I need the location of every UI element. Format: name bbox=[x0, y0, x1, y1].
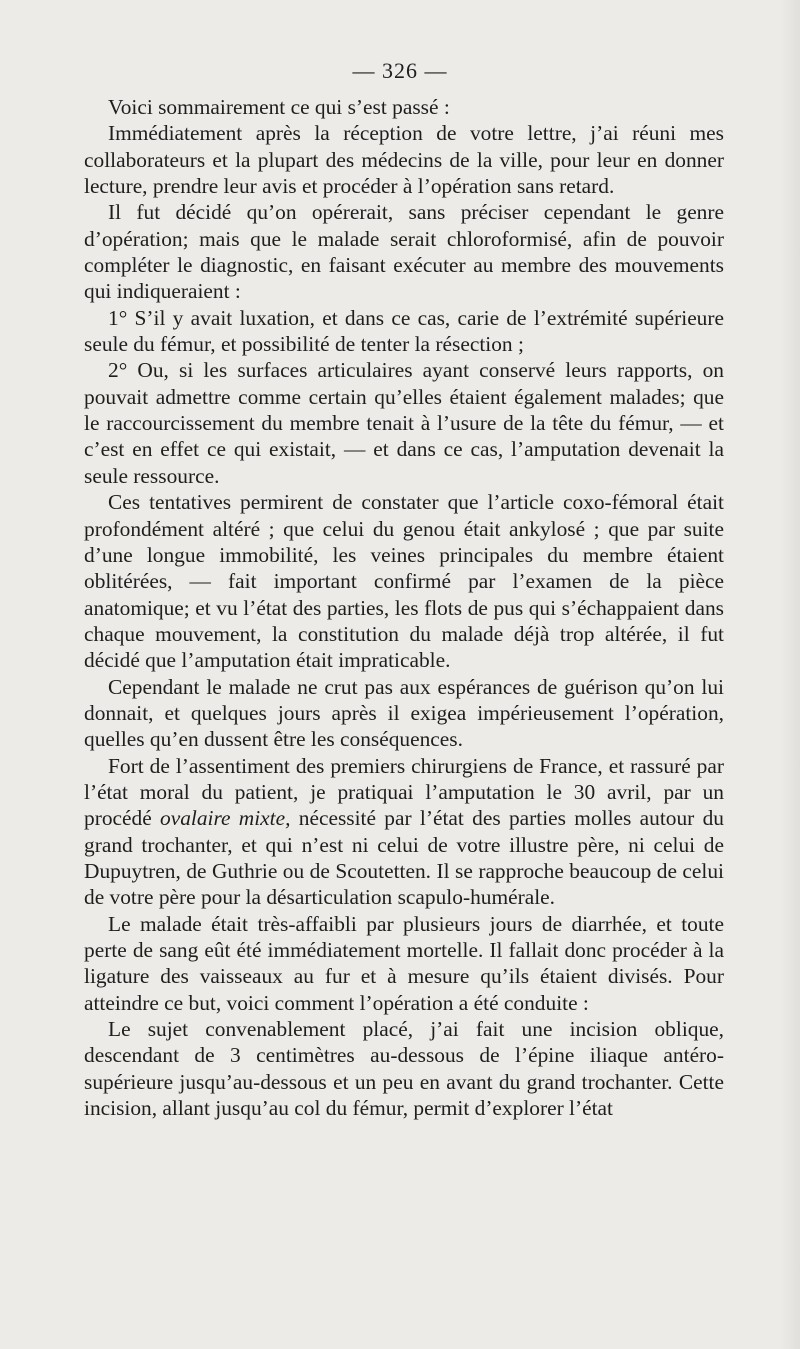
page-edge-shadow bbox=[780, 0, 800, 1349]
paragraph-text-end: nécessité par l’état des parties molles autour du grand trochanter, et qui n’est ni celui de votre illustre père, ni celui de Dupuytren, de Guthrie ou de Scoutetten. Il se rapproche beaucoup de celui de votre père pour la désarticulation scapulo-humérale. bbox=[84, 806, 724, 910]
page-number: — 326 — bbox=[352, 58, 448, 83]
body-text bbox=[84, 94, 724, 1121]
paragraph: Le sujet convenablement placé, j’ai fait une incision oblique, descendant de 3 centimètres au-dessous de l’épine iliaque antéro-supérieure jusqu’au-dessous et un peu en avant du grand trochanter. Cette incision, allant jusqu’au col du fémur, permit d’explorer l’état bbox=[84, 1017, 724, 1121]
paragraph: Ces tentatives permirent de constater que l’article coxo-fémoral était profondément altéré ; que celui du genou était ankylosé ; que par suite d’une longue immobilité, les veines principales du membre étaient oblitérées, — fait important confirmé par l’examen de la pièce anatomique; et vu l’état des parties, les flots de pus qui s’échappaient dans chaque mouvement, la constitution du malade déjà trop altérée, il fut décidé que l’amputation était impraticable. bbox=[84, 490, 724, 673]
italic-procedure-name: ovalaire mixte, bbox=[160, 806, 291, 831]
paragraph: Il fut décidé qu’on opérerait, sans préciser cependant le genre d’opération; mais que le malade serait chloroformisé, afin de pouvoir compléter le diagnostic, en faisant exécuter au membre des mouvements qui indiqueraient : bbox=[84, 200, 724, 304]
paragraph: 2° Ou, si les surfaces articulaires ayant conservé leurs rapports, on pouvait admettre comme certain qu’elles étaient également malades; que le raccourcissement du membre tenait à l’usure de la tête du fémur, — et c’est en effet ce qui existait, — et dans ce cas, l’amputation devenait la seule ressource. bbox=[84, 358, 724, 488]
paragraph: Le malade était très-affaibli par plusieurs jours de diarrhée, et toute perte de sang eût été immédiatement mortelle. Il fallait donc procéder à la ligature des vaisseaux au fur et à mesure qu’ils étaient divisés. Pour atteindre ce but, voici comment l’opération a été conduite : bbox=[84, 911, 724, 1015]
paragraph: Voici sommairement ce qui s’est passé : bbox=[108, 95, 450, 119]
paragraph: 1° S’il y avait luxation, et dans ce cas, carie de l’extrémité supérieure seule du fémur, et possibilité de tenter la résection ; bbox=[84, 305, 724, 357]
paragraph: Cependant le malade ne crut pas aux espérances de guérison qu’on lui donnait, et quelques jours après il exigea impérieusement l’opération, quelles qu’en dussent être les conséquences. bbox=[84, 674, 724, 752]
paragraph: Immédiatement après la réception de votre lettre, j’ai réuni mes collaborateurs et la plupart des médecins de la ville, pour leur en donner lecture, prendre leur avis et procéder à l’opération sans retard. bbox=[84, 121, 724, 199]
paragraph-text-start: Fort de l’assentiment des premiers chirurgiens de France, et rassuré par l’état moral du patient, je pratiquai l’amputation le 30 avril, par un procédé bbox=[84, 753, 724, 831]
paragraph-amputation bbox=[84, 753, 724, 911]
